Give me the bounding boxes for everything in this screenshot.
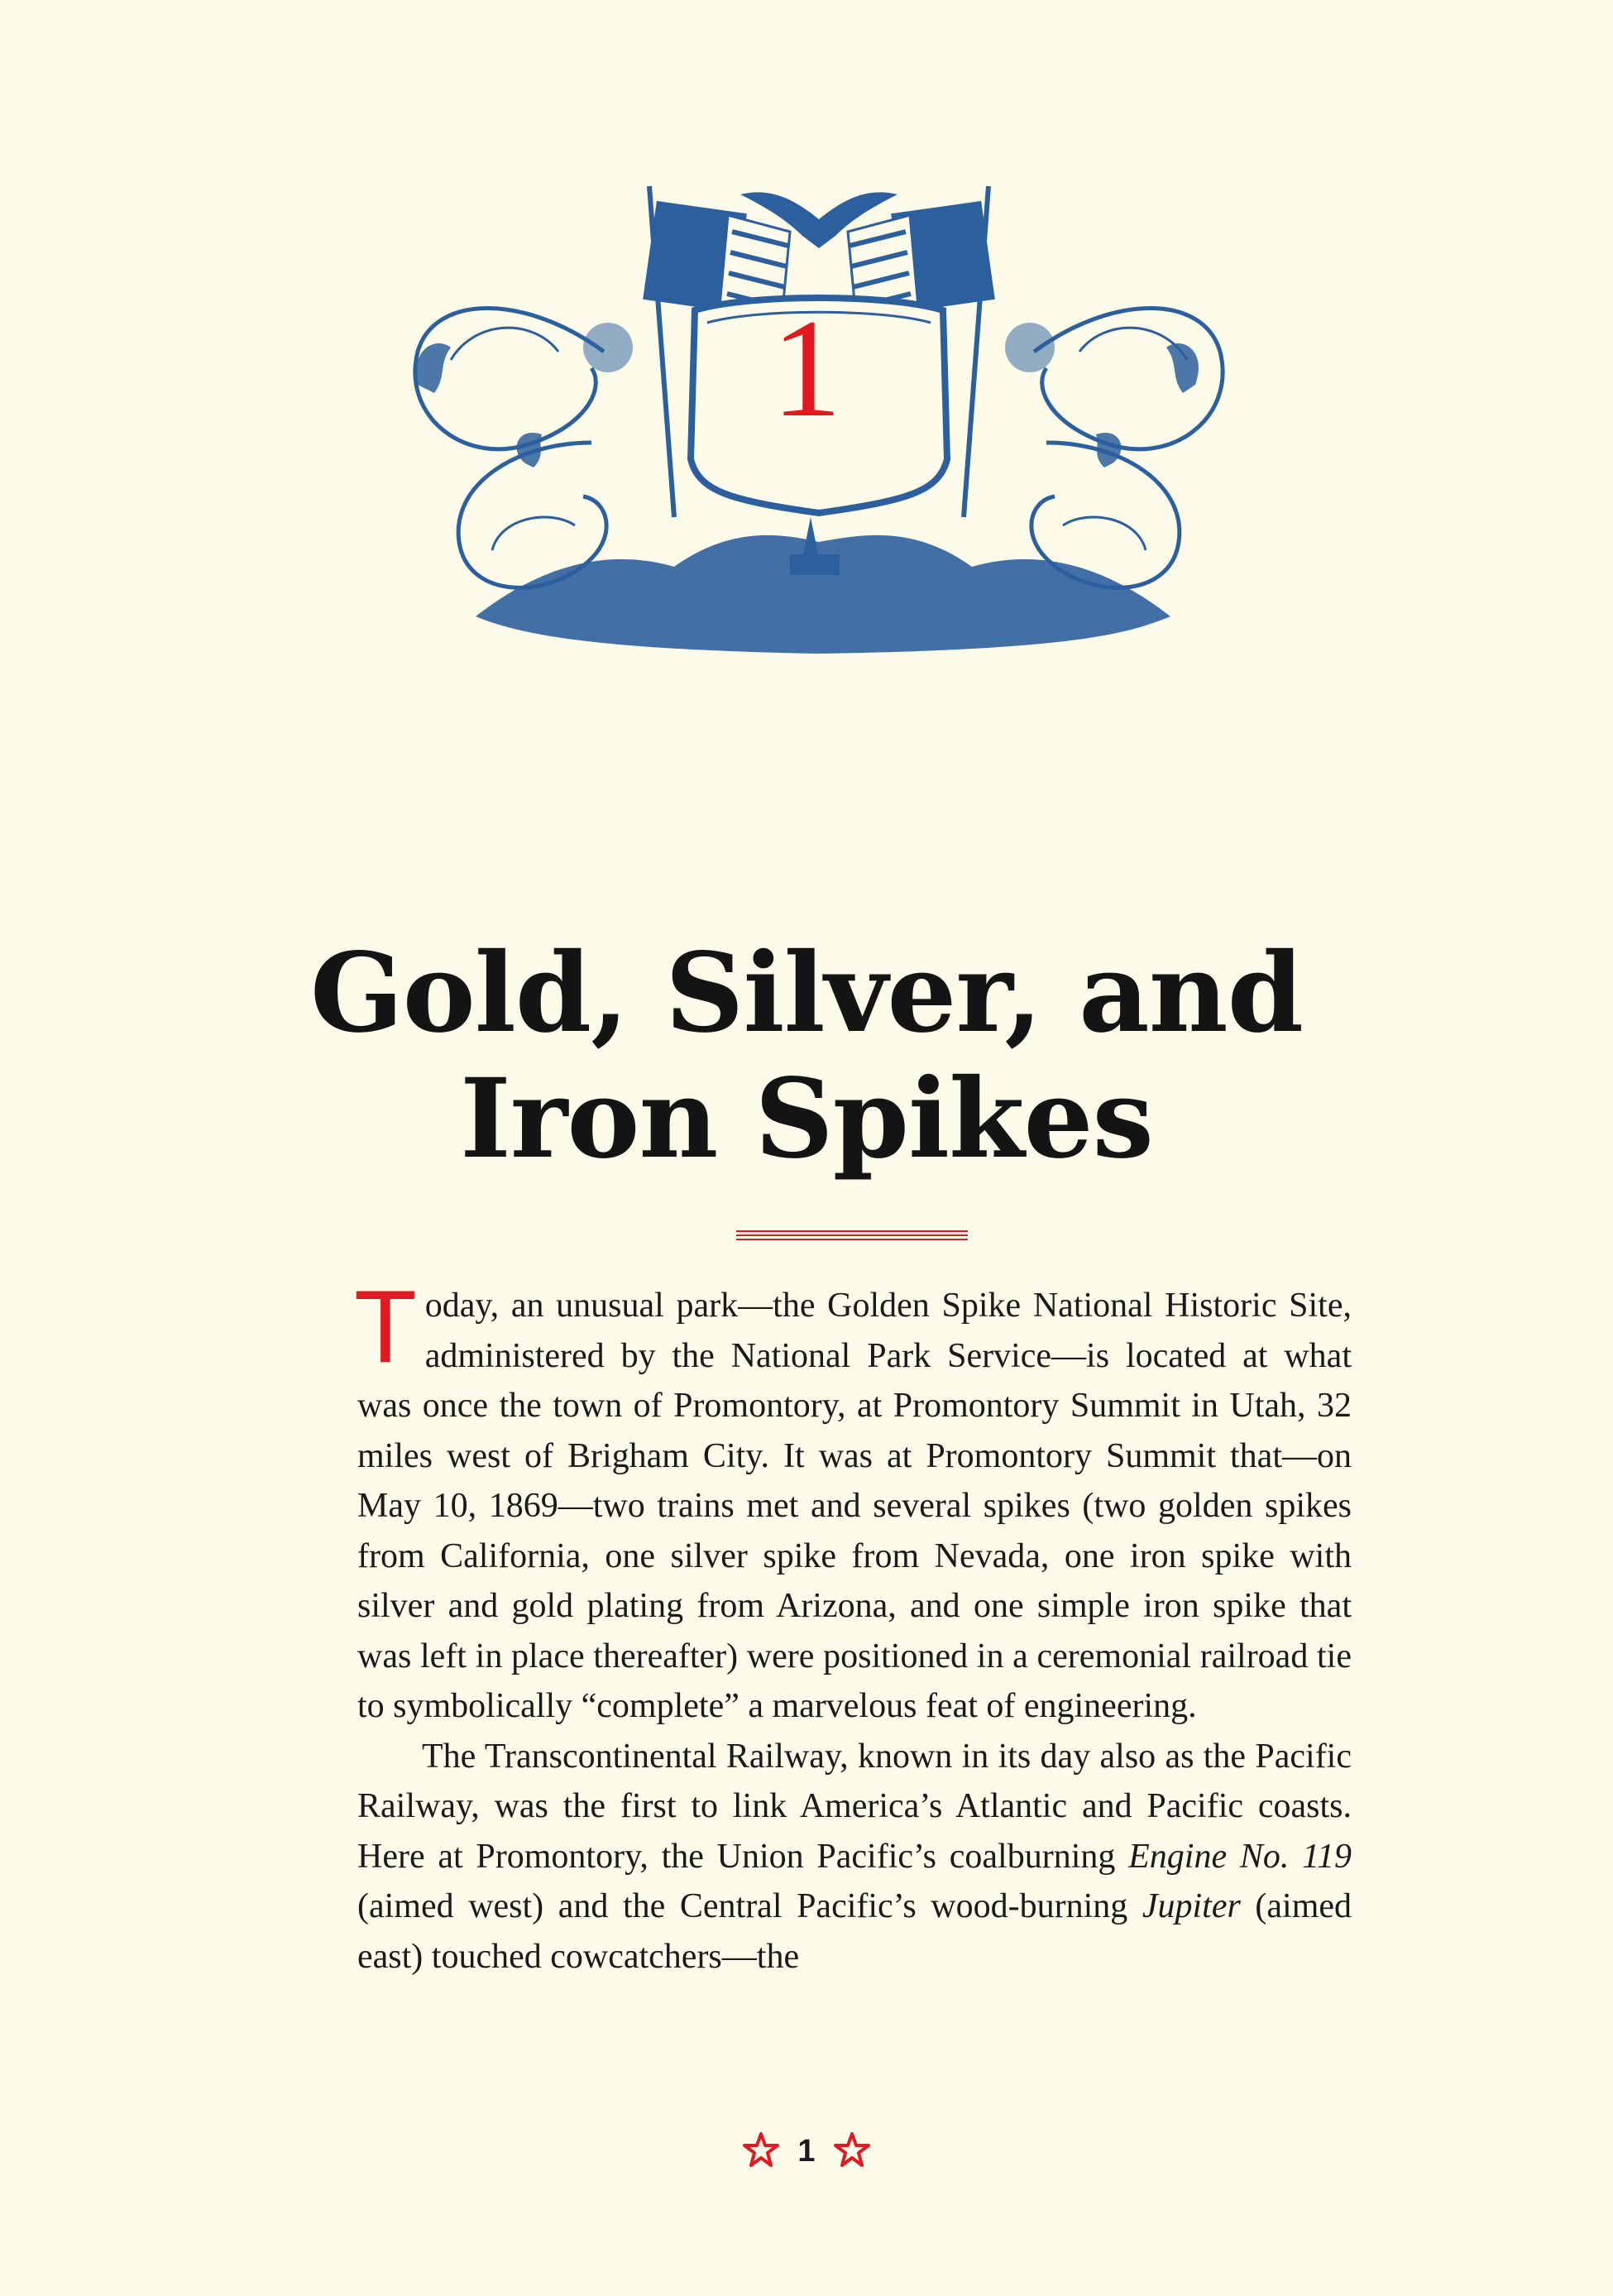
- title-rule: [736, 1230, 968, 1240]
- drop-cap: T: [354, 1270, 417, 1384]
- paragraph-1-text: oday, an unusual park—the Golden Spike National Historic Site, administered by the National Park Service—is located at what was once the town of Promontory, at Promontory Summit in Utah, 32 miles west of Brigham City. It was at Promontory Summit that—on May 10, 1869—two trains met and several spikes (two golden spikes from California, one silver spike from Nevada, one iron spike with silver and gold plating from Arizona, and one simple iron spike that was left in place thereafter) were positioned in a ceremonial railroad tie to symbolically “complete” a marvelous feat of engineering.: [357, 1287, 1352, 1725]
- engine-name: Engine No. 119: [1128, 1837, 1352, 1876]
- page-folio: [0, 2135, 1613, 2171]
- chapter-title: [0, 931, 1613, 1182]
- locomotive-name: Jupiter: [1142, 1887, 1241, 1925]
- paragraph-2-text-b: (aimed west) and the Central Pacific’s wood-burning: [357, 1887, 1142, 1925]
- body-text: [354, 1270, 1352, 1982]
- paragraph-1: [354, 1270, 1352, 1732]
- chapter-number: 1: [771, 290, 842, 446]
- star-icon: [743, 2131, 779, 2168]
- chapter-title-line-1: Gold, Silver, and: [309, 929, 1304, 1057]
- paragraph-2: [357, 1732, 1352, 1982]
- paragraph-2-text-c: (aimed east) touched cowcatchers—the: [357, 1887, 1352, 1976]
- page-number: 1: [797, 2134, 816, 2169]
- chapter-title-line-2: Iron Spikes: [460, 1055, 1153, 1183]
- star-icon: [834, 2131, 870, 2168]
- paragraph-2-text-a: The Transcontinental Railway, known in its day also as the Pacific Railway, was the first to link America’s Atlantic and Pacific coasts. Here at Promontory, the Union Pacific’s coalburning: [357, 1737, 1352, 1876]
